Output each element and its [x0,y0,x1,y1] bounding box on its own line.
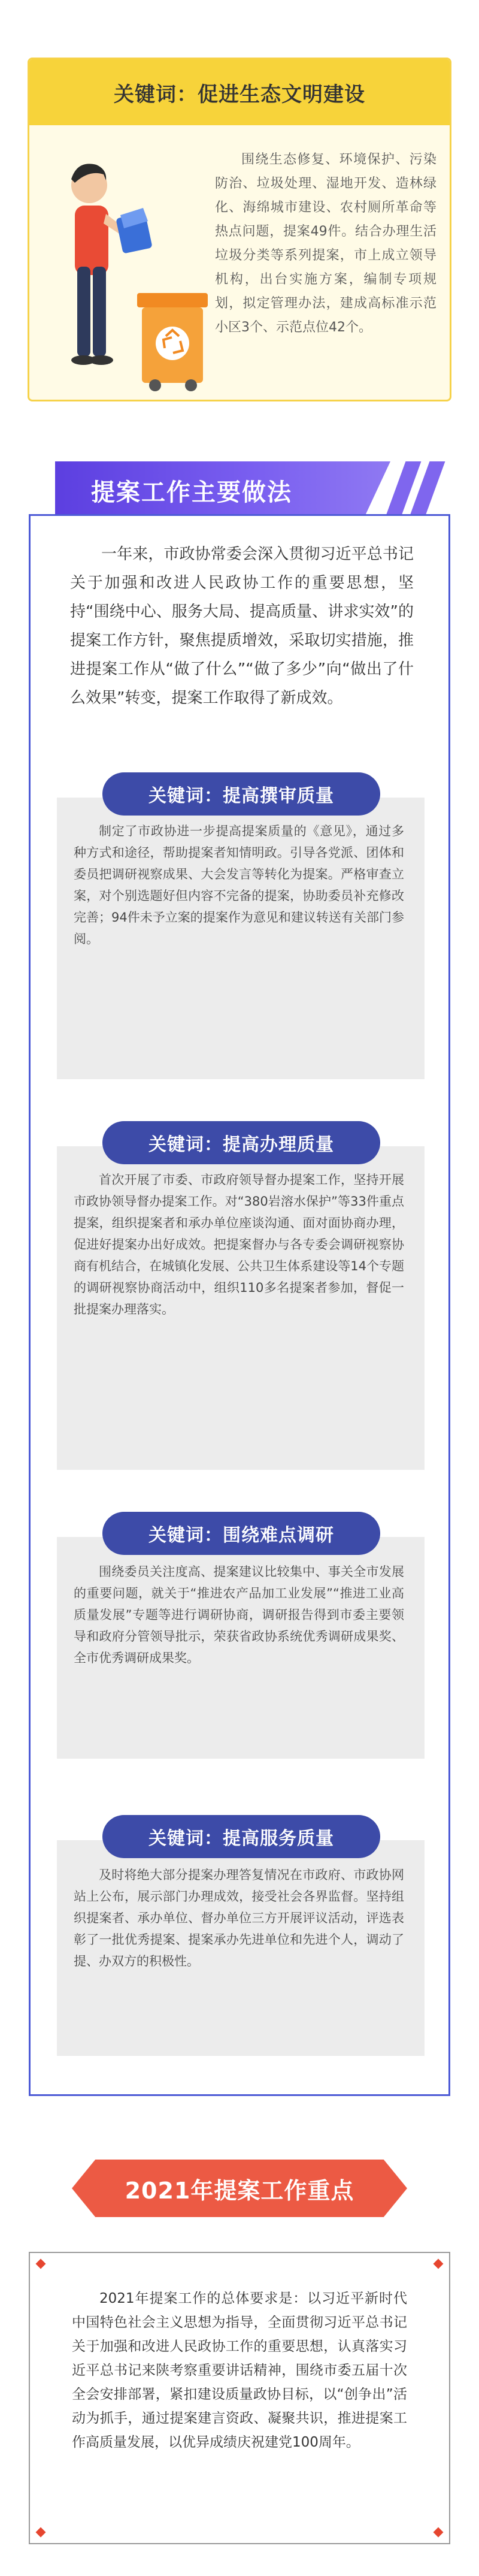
eco-body-text: 围绕生态修复、环境保护、污染防治、垃圾处理、湿地开发、造林绿化、海绵城市建设、农村厕所革命等热点问题，提案49件。结合办理生活垃圾分类等系列提案，市上成立领导机构，出台实施方案，编制专项规划，拟定管理办法，建成高标准示范小区3个、示范点位42个。 [215,152,436,335]
focus-text: 2021年提案工作的总体要求是：以习近平新时代中国特色社会主义思想为指导，全面贯彻习近平总书记关于加强和改进人民政协工作的重要思想，认真落实习近平总书记来陕考察重要讲话精神，围绕市委五届十次全会安排部署，紧扣建设质量政协目标，以“创争出”活动为抓手，通过提案建言资政、凝聚共识，推进提案工作高质量发展，以优异成绩庆祝建党100周年。 [72,2291,407,2450]
person-carrying-bin-icon [53,143,215,395]
section-text: 围绕委员关注度高、提案建议比较集中、事关全市发展的重要问题，就关于“推进农产品加工业发展”“推进工业高质量发展”专题等进行调研协商，调研报告得到市委主要领导和政府分管领导批示，荣获省政协系统优秀调研成果奖、全市优秀调研成果奖。 [74,1565,404,1665]
focus-box [29,2252,450,2544]
work-box [29,514,450,2096]
section-text: 首次开展了市委、市政府领导督办提案工作，坚持开展市政协领导督办提案工作。对“380岩溶水保护”等33件重点提案，组织提案者和承办单位座谈沟通、面对面协商办理，促进好提案办出好成效。把提案督办与各专委会调研视察协商有机结合，在城镇化发展、公共卫生体系建设等14个专题的调研视察协商活动中，组织110多名提案者参加，督促一批提案办理落实。 [74,1173,404,1316]
corner-decor [36,2527,46,2538]
section-heading: 关键词：围绕难点调研 [102,1512,380,1555]
section-text: 及时将绝大部分提案办理答复情况在市政府、市政协网站上公布，展示部门办理成效，接受社会各界监督。坚持组织提案者、承办单位、督办单位三方开展评议活动，评选表彰了一批优秀提案、提案承办先进单位和先进个人，调动了提、办双方的积极性。 [74,1868,404,1968]
section-heading: 关键词：提高撰审质量 [102,772,380,816]
section-heading: 关键词：提高办理质量 [102,1121,380,1164]
eco-card [28,58,451,401]
corner-decor [433,2527,444,2538]
work-banner [55,461,390,519]
work-intro-text: 一年来，市政协常委会深入贯彻习近平总书记关于加强和改进人民政协工作的重要思想，坚持“围绕中心、服务大局、提高质量、讲求实效”的提案工作方针，聚焦提质增效，采取切实措施，推进提案工作从“做了什么”“做了多少”向“做出了什么效果”转变，提案工作取得了新成效。 [70,545,414,707]
section-heading: 关键词：提高服务质量 [102,1815,380,1858]
recycle-bin-icon [137,293,208,391]
focus-title: 2021年提案工作重点 [125,2177,354,2204]
work-title: 提案工作主要做法 [91,478,292,506]
corner-decor [36,2259,46,2269]
section-text: 制定了市政协进一步提高提案质量的《意见》，通过多种方式和途径，帮助提案者知情明政。引导各党派、团体和委员把调研视察成果、大会发言等转化为提案。严格审查立案，对个别选题好但内容不完备的提案，协助委员补充修改完善；94件未予立案的提案作为意见和建议转送有关部门参阅。 [74,824,404,946]
corner-decor [433,2259,444,2269]
focus-banner [72,2160,407,2217]
eco-title: 关键词：促进生态文明建设 [29,59,450,125]
